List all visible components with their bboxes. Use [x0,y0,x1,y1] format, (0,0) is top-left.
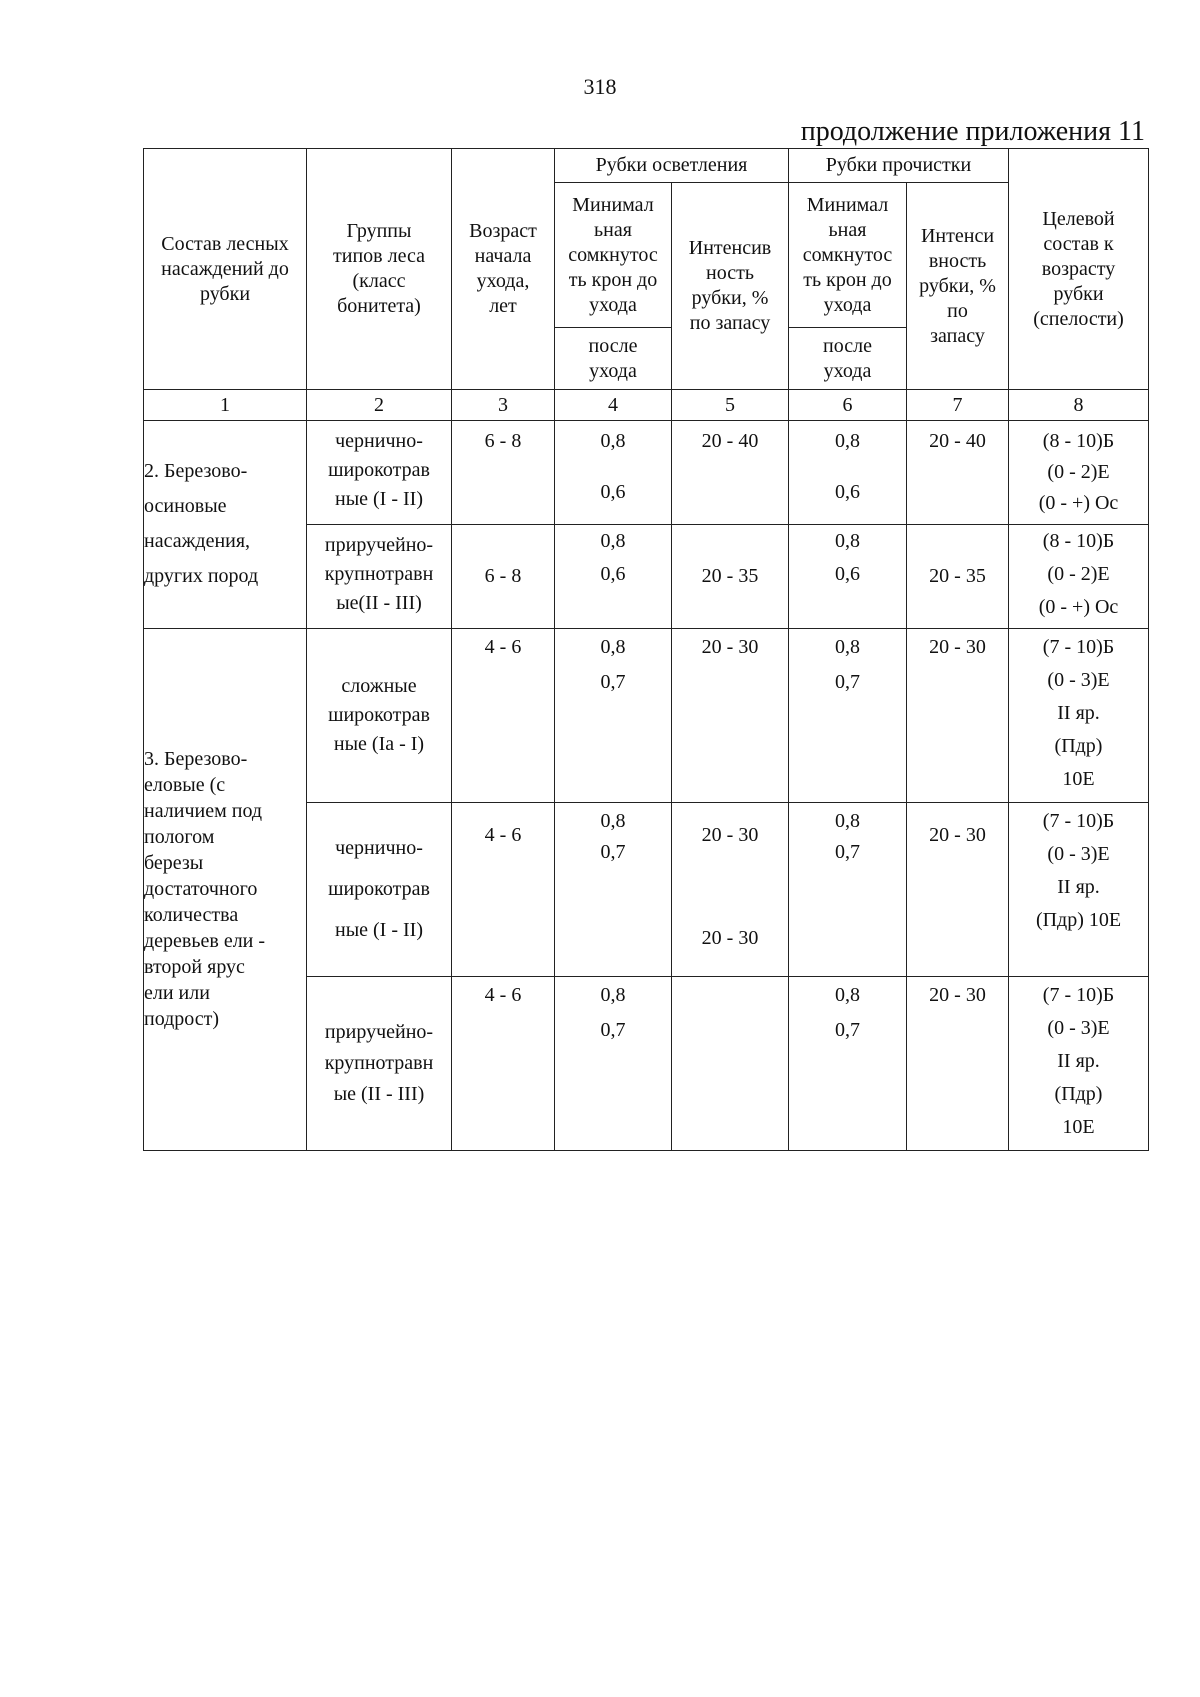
cell-line: 0,7 [835,1018,860,1041]
age-cell: 4 - 6 [452,628,555,802]
page-number: 318 [583,74,617,99]
cell-line: (0 - 3)Е [1047,842,1110,865]
cell-line: возрасту [1041,257,1116,280]
cell-line: ные (I - II) [335,918,423,941]
cell-line: ьная [828,218,867,241]
forest-type-cell [307,976,452,1150]
cell-line: насаждений до [161,257,289,280]
cell-line: 0,6 [835,563,860,586]
column-number: 3 [452,390,555,421]
cell-line: 20 - 30 [701,926,759,949]
osv-intensity-cell [672,628,789,802]
forest-type-cell [307,421,452,525]
column-number: 1 [144,390,307,421]
osv-density-cell [555,628,672,802]
cell-line: ухода [823,359,872,382]
age-cell: 4 - 6 [452,976,555,1150]
cell-line: 0,8 [835,530,860,553]
cell-line: насаждения, [144,530,251,553]
cell-line: еловые (с [144,773,226,796]
header-pro-min-density [789,183,907,328]
header-care-start-age [452,149,555,390]
age-cell: 6 - 8 [452,421,555,525]
header-composition [144,149,307,390]
cell-line: ые(II - III) [336,592,422,615]
cell-line: 20 - 30 [701,823,759,846]
cell-line: ухода [589,293,637,316]
cell-line: крупнотравн [324,563,434,586]
cell-line: 0,7 [600,670,626,693]
cell-line: 0,8 [600,809,626,832]
cell-line: II яр. [1057,875,1100,898]
cell-line: 0,8 [600,983,626,1006]
header-group-osvetlenie: Рубки осветления [555,149,789,183]
cell-line: 20 - 35 [701,564,759,587]
cell-line: 0,8 [835,809,860,832]
cell-line: II яр. [1057,701,1100,724]
header-pro-after-care [789,328,907,390]
target-composition-cell [1009,802,1149,976]
age-cell: 6 - 8 [452,525,555,628]
column-number: 8 [1009,390,1149,421]
cell-line: ные (I - II) [335,488,423,510]
cell-line: наличием под [144,799,263,822]
cell-line: (спелости) [1033,307,1124,330]
cell-line: лет [489,295,517,317]
cell-line: крупнотравн [324,1051,434,1074]
cell-line: ухода [589,359,637,382]
osv-intensity-cell [672,976,789,1150]
cell-line: по [947,299,968,322]
cell-line: достаточного [144,877,258,900]
cell-line: (8 - 10)Б [1042,530,1115,553]
cell-line: 20 - 30 [701,635,759,658]
cell-line: широкотрав [328,459,430,481]
cell-line: (Пдр) [1054,1082,1103,1105]
cell-line: 10Е [1062,1115,1095,1138]
pro-density-cell [789,976,907,1150]
cell-line: Группы [346,220,412,242]
column-number: 5 [672,390,789,421]
column-number: 6 [789,390,907,421]
cell-line: сложные [341,674,417,697]
composition-label [144,421,307,629]
header-group-prochistki: Рубки прочистки [789,149,1009,183]
cell-line: ухода [823,293,872,316]
cell-line: второй ярус [144,955,245,978]
cell-line: количества [144,903,239,926]
forest-type-cell [307,525,452,628]
cell-line: подрост) [144,1007,220,1030]
cell-line: 0,8 [600,430,626,452]
cell-line: ели или [144,981,210,1004]
cell-line: 0,6 [600,481,626,503]
pro-density-cell [789,421,907,525]
cell-line: 20 - 40 [701,430,759,452]
cell-line: 0,8 [835,430,860,452]
pro-density-cell [789,628,907,802]
osv-intensity-cell [672,421,789,525]
cell-line: Интенси [920,224,995,247]
header-osv-after-care [555,328,672,390]
cell-line: ные (Ia - I) [333,732,425,755]
cell-line: ые (II - III) [333,1082,425,1105]
cell-line: состав к [1043,232,1114,255]
cell-line: (0 - 3)Е [1047,668,1110,691]
cell-line: чернично- [335,836,423,859]
cell-line: пологом [144,825,215,848]
cell-line: Состав лесных [161,232,289,255]
cell-line: 0,8 [600,635,626,658]
pro-density-cell [789,525,907,628]
cell-line: II яр. [1057,1049,1100,1072]
header-target-composition [1009,149,1149,390]
cell-line: (8 - 10)Б [1042,430,1115,452]
pro-density-cell [789,802,907,976]
column-number: 2 [307,390,452,421]
osv-intensity-cell [672,802,789,976]
cell-line: (0 - +) Ос [1038,596,1119,619]
cell-line: вность [928,249,987,272]
pro-intensity-cell: 20 - 30 [907,802,1009,976]
cell-line: ухода, [476,270,530,292]
cell-line: (Пдр) [1054,734,1103,757]
cell-line: осиновые [144,495,227,518]
appendix-caption: продолжение приложения 11 [800,116,1145,147]
pro-intensity-cell: 20 - 30 [907,976,1009,1150]
target-composition-cell [1009,525,1149,628]
cell-line: после [823,334,872,357]
cell-line: чернично- [335,430,423,452]
cell-line: после [588,334,638,357]
cell-line: типов леса [333,245,425,267]
header-forest-type-groups [307,149,452,390]
pro-intensity-cell: 20 - 40 [907,421,1009,525]
cell-line: Целевой [1042,207,1115,230]
cell-line: приручейно- [324,534,434,557]
cell-line: Интенсив [688,237,772,259]
target-composition-cell [1009,976,1149,1150]
cell-line: широкотрав [328,877,430,900]
forest-care-table [143,148,1149,1151]
cell-line: (0 - +) Ос [1038,492,1119,514]
table-header [144,149,1149,421]
target-composition-cell [1009,628,1149,802]
cell-line: Возраст [469,220,537,242]
osv-density-cell [555,976,672,1150]
cell-line: 3. Березово- [144,747,248,770]
composition-label [144,628,307,1150]
cell-line: 0,8 [600,530,626,553]
cell-line: 2. Березово- [144,460,248,483]
table-body [144,421,1149,1151]
column-number-row [144,390,1149,421]
cell-line: ьная [594,218,632,241]
osv-density-cell [555,421,672,525]
cell-line: деревьев ели - [144,929,266,952]
cell-line: ть крон до [803,268,892,291]
cell-line: березы [144,851,204,874]
cell-line: сомкнутос [568,243,658,266]
cell-line: 0,8 [835,635,860,658]
cell-line: по запасу [689,312,771,334]
cell-line: 0,6 [600,563,626,586]
pro-intensity-cell: 20 - 30 [907,628,1009,802]
cell-line: 0,8 [835,983,860,1006]
table-row [144,628,1149,802]
cell-line: Минимал [806,193,889,216]
cell-line: 0,7 [600,840,626,863]
cell-line: широкотрав [328,703,430,726]
cell-line: рубки, % [919,274,996,297]
cell-line: сомкнутос [802,243,893,266]
cell-line: 10Е [1062,767,1095,790]
cell-line: ть крон до [568,268,658,291]
pro-intensity-cell: 20 - 35 [907,525,1009,628]
cell-line: (7 - 10)Б [1042,983,1115,1006]
cell-line: других пород [144,565,259,588]
cell-line: 0,7 [600,1018,626,1041]
cell-line: (0 - 2)Е [1047,563,1110,586]
age-cell: 4 - 6 [452,802,555,976]
cell-line: бонитета) [337,295,421,317]
header-pro-intensity [907,183,1009,390]
cell-line: ность [706,262,754,284]
cell-line: начала [474,245,532,267]
cell-line: (класс [352,270,406,292]
cell-line: (0 - 2)Е [1047,461,1110,483]
cell-line: рубки, % [691,287,769,309]
cell-line: 0,6 [835,481,860,503]
cell-line: Минимал [572,193,654,216]
cell-line: (7 - 10)Б [1042,635,1115,658]
cell-line: рубки [199,282,251,305]
cell-line: (Пдр) 10Е [1035,908,1122,931]
forest-type-cell [307,628,452,802]
osv-density-cell [555,802,672,976]
target-composition-cell [1009,421,1149,525]
column-number: 7 [907,390,1009,421]
cell-line: запасу [930,324,985,347]
cell-line: рубки [1053,282,1104,305]
cell-line: (7 - 10)Б [1042,809,1115,832]
header-osv-intensity [672,183,789,390]
cell-line: приручейно- [324,1020,434,1043]
column-number: 4 [555,390,672,421]
osv-intensity-cell [672,525,789,628]
osv-density-cell [555,525,672,628]
cell-line: (0 - 3)Е [1047,1016,1110,1039]
cell-line: 0,7 [835,670,860,693]
header-osv-min-density [555,183,672,328]
cell-line: 0,7 [835,840,860,863]
forest-type-cell [307,802,452,976]
table-row [144,421,1149,525]
